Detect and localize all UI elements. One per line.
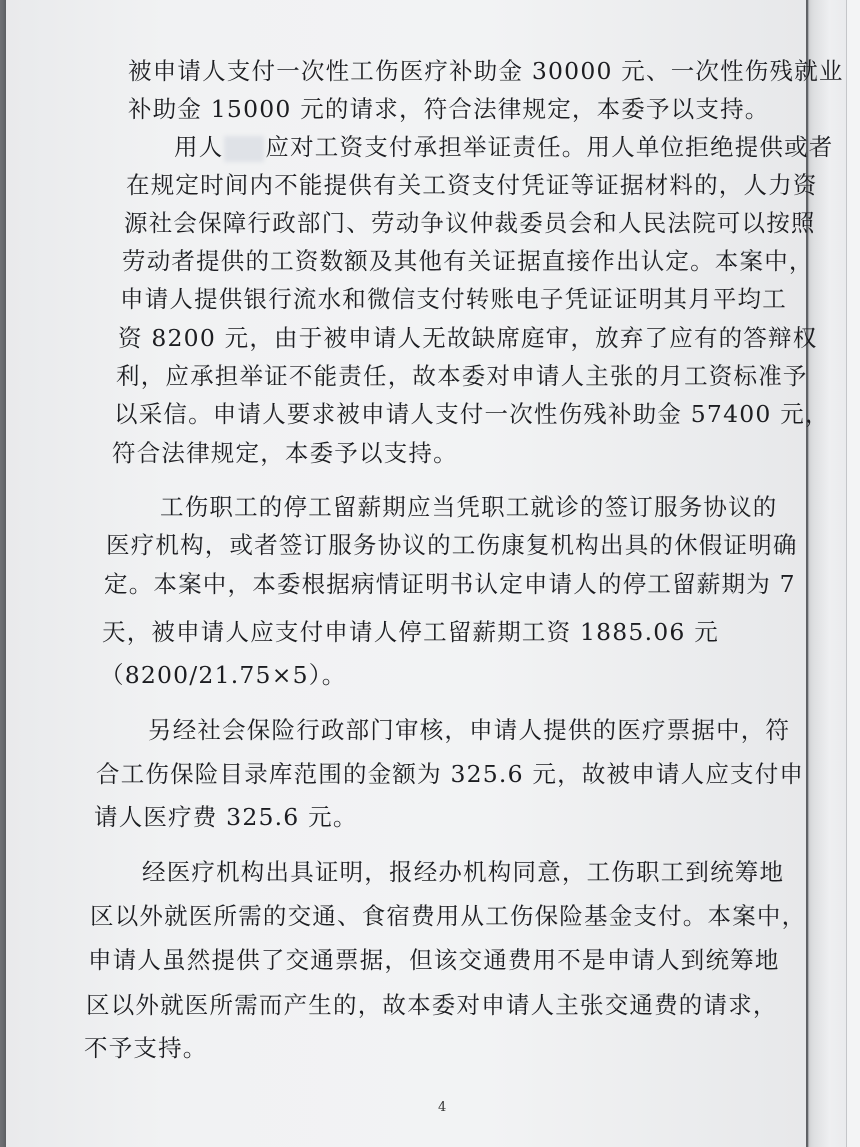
text-line: 工伤职工的停工留薪期应当凭职工就诊的签订服务协议的 <box>160 493 778 521</box>
text-line: 申请人提供银行流水和微信支付转账电子凭证证明其月平均工 <box>120 285 787 313</box>
text-line: 另经社会保险行政部门审核，申请人提供的医疗票据中，符 <box>148 716 791 744</box>
text-line: 医疗机构，或者签订服务协议的工伤康复机构出具的休假证明确 <box>106 531 798 559</box>
text-line: 合工伤保险目录库范围的金额为 325.6 元，故被申请人应支付申 <box>96 760 805 788</box>
text-line: 经医疗机构出具证明，报经办机构同意，工伤职工到统筹地 <box>142 858 785 886</box>
text-fragment: 用人 <box>174 133 224 161</box>
text-line: 资 8200 元，由于被申请人无故缺席庭审，放弃了应有的答辩权 <box>118 324 818 352</box>
text-line: 以采信。申请人要求被申请人支付一次性伤残补助金 57400 元， <box>114 400 830 428</box>
redaction-blur <box>224 136 264 162</box>
text-line: 被申请人支付一次性工伤医疗补助金 30000 元、一次性伤残就业 <box>128 57 844 85</box>
text-line: 符合法律规定，本委予以支持。 <box>112 439 458 467</box>
document-page <box>6 0 844 1147</box>
text-line: 补助金 15000 元的请求，符合法律规定，本委予以支持。 <box>128 95 770 123</box>
text-line: 源社会保障行政部门、劳动争议仲裁委员会和人民法院可以按照 <box>124 209 816 237</box>
text-line: 利，应承担举证不能责任，故本委对申请人主张的月工资标准予 <box>116 362 808 390</box>
text-line: 定。本案中，本委根据病情证明书认定申请人的停工留薪期为 7 <box>104 570 796 598</box>
text-line: （8200/21.75×5）。 <box>100 661 347 689</box>
text-line: 区以外就医所需而产生的，故本委对申请人主张交通费的请求， <box>86 991 778 1019</box>
text-line: 天，被申请人应支付申请人停工留薪期工资 1885.06 元 <box>102 618 719 646</box>
page-number: 4 <box>438 1100 447 1115</box>
text-line: 区以外就医所需的交通、食宿费用从工伤保险基金支付。本案中， <box>90 902 807 930</box>
underlying-page-edge-2 <box>846 0 860 1147</box>
text-line: 申请人虽然提供了交通票据，但该交通费用不是申请人到统筹地 <box>88 946 780 974</box>
text-line: 请人医疗费 325.6 元。 <box>94 803 358 831</box>
text-fragment: 应对工资支付承担举证责任。用人单位拒绝提供或者 <box>265 133 834 161</box>
text-line: 劳动者提供的工资数额及其他有关证据直接作出认定。本案中， <box>122 247 814 275</box>
text-line: 不予支持。 <box>84 1034 208 1062</box>
text-line: 在规定时间内不能提供有关工资支付凭证等证据材料的，人力资 <box>126 171 818 199</box>
text-line <box>174 132 834 162</box>
